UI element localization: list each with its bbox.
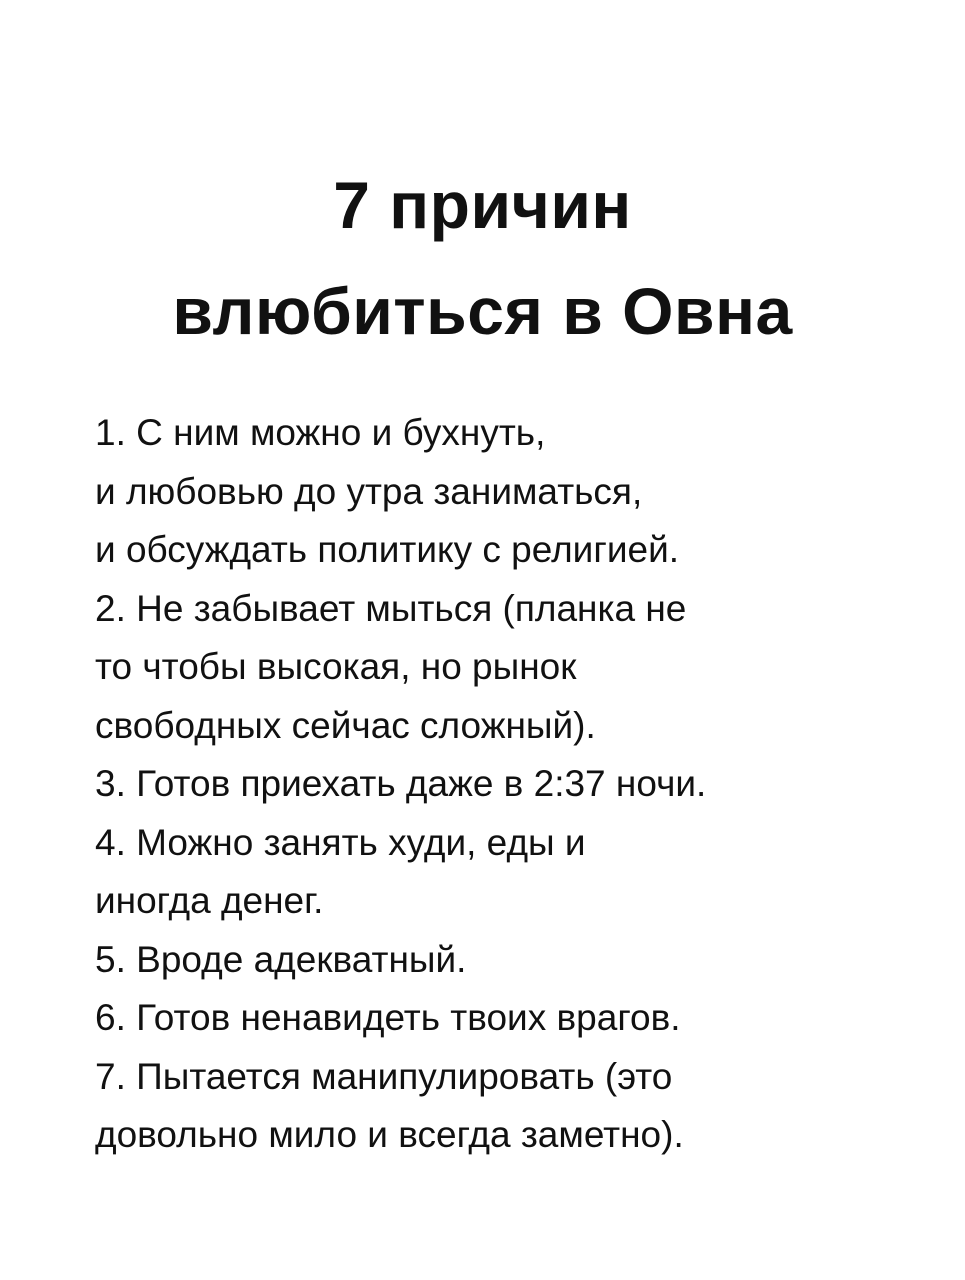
- reason-2-line-3: свободных сейчас сложный).: [95, 704, 596, 746]
- reasons-list: [95, 404, 935, 1165]
- page-title: [0, 152, 965, 364]
- reason-2-line-1: 2. Не забывает мыться (планка не: [95, 587, 687, 629]
- title-line-2: влюбиться в Овна: [172, 274, 793, 348]
- reason-6-line-1: 6. Готов ненавидеть твоих врагов.: [95, 997, 681, 1038]
- reason-4-line-1: 4. Можно занять худи, еды и: [95, 821, 586, 863]
- reason-2-line-2: то чтобы высокая, но рынок: [95, 646, 577, 687]
- title-line-1: 7 причин: [333, 168, 632, 242]
- reason-5-line-1: 5. Вроде адекватный.: [95, 938, 467, 980]
- reason-1-line-2: и любовью до утра заниматься,: [95, 470, 643, 512]
- reason-7-line-1: 7. Пытается манипулировать (это: [95, 1055, 673, 1097]
- reason-4-line-2: иногда денег.: [95, 880, 324, 921]
- reason-7-line-2: довольно мило и всегда заметно).: [95, 1114, 684, 1155]
- reason-1-line-1: 1. С ним можно и бухнуть,: [95, 412, 546, 453]
- reason-1-line-3: и обсуждать политику с религией.: [95, 529, 680, 570]
- reason-3-line-1: 3. Готов приехать даже в 2:37 ночи.: [95, 763, 707, 804]
